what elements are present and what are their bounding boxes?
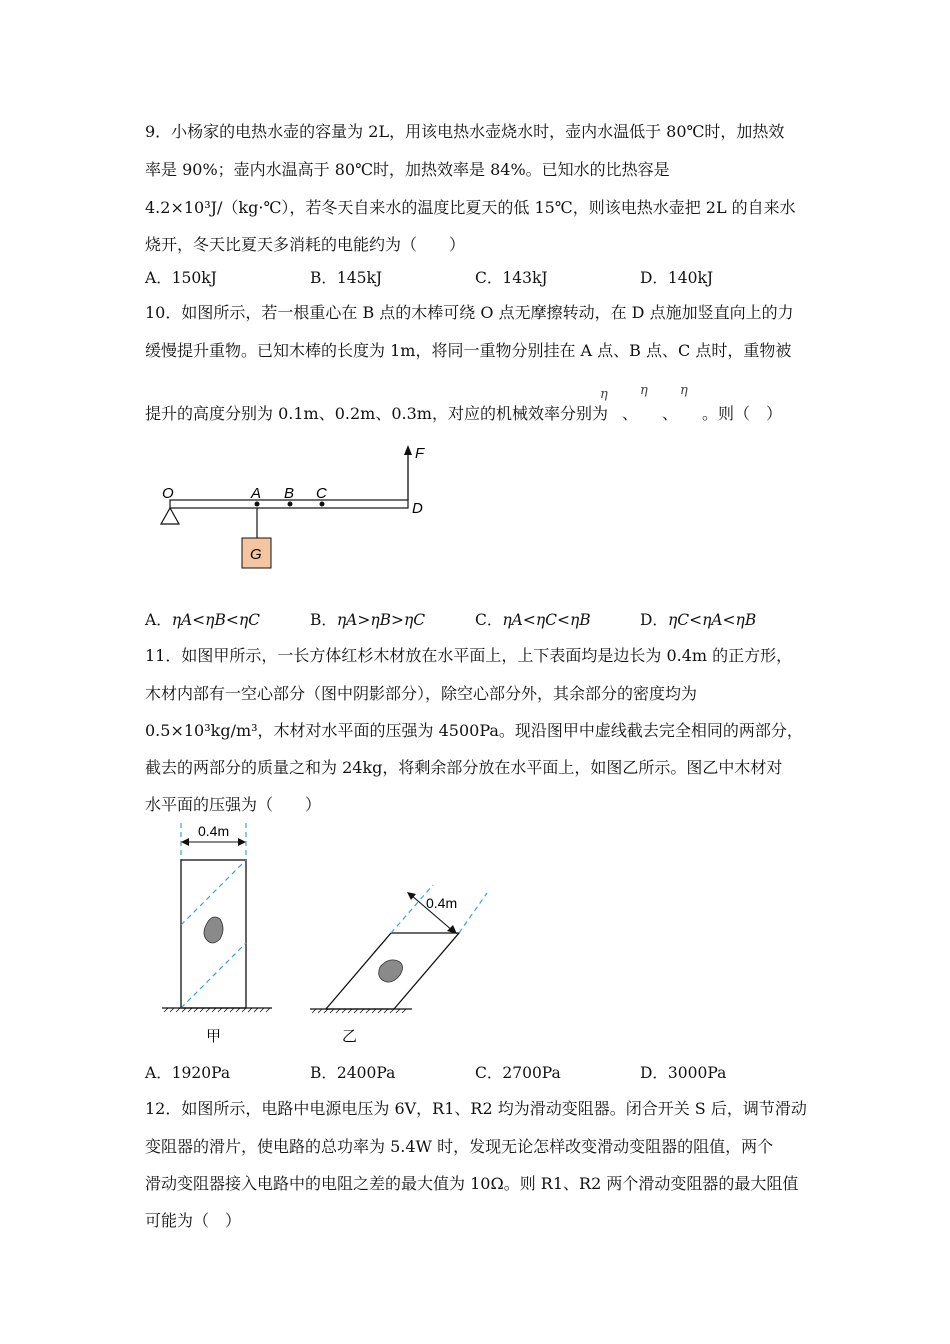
dim-label-yi: 0.4m (426, 895, 458, 911)
q9-option-b: B．145kJ (310, 269, 383, 287)
label-b: B (284, 485, 295, 502)
q11-line-4: 截去的两部分的质量之和为 24kg，将剩余部分放在水平面上，如图乙所示。图乙中木材对 (145, 758, 783, 777)
label-c: C (316, 485, 327, 502)
dim-arrow-left-head (181, 838, 189, 846)
pivot-icon (161, 508, 179, 524)
q10-option-a: A．ηA<ηB<ηC (145, 611, 260, 629)
dim-label-jia: 0.4m (198, 823, 230, 839)
point-c (320, 502, 325, 507)
q9-option-d: D．140kJ (640, 269, 714, 287)
q11-line-5: 水平面的压强为（ ） (145, 795, 322, 814)
q11-line-3: 0.5×10³kg/m³，木材对水平面的压强为 4500Pa。现沿图甲中虚线截去完全相同的两部分， (145, 721, 803, 740)
q10-option-d-text: ηC<ηA<ηB (667, 611, 757, 629)
q10-line-3: 提升的高度分别为 0.1m、0.2m、0.3m，对应的机械效率分别为 (145, 404, 608, 423)
cut-line-top-jia (181, 860, 246, 925)
dim-arrow-right-head (238, 838, 246, 846)
q11-option-d: D．3000Pa (640, 1064, 727, 1082)
q12-line-2: 变阻器的滑片，使电路的总功率为 5.4W 时，发现无论怎样改变滑动变阻器的阻值，两个 (145, 1137, 774, 1156)
q11-line-2: 木材内部有一空心部分（图中阴影部分），除空心部分外，其余部分的密度均为 (145, 684, 698, 703)
q9-option-c: C．143kJ (475, 269, 548, 287)
q10-option-b-text: ηA>ηB>ηC (336, 611, 426, 629)
q10-line-2: 缓慢提升重物。已知木棒的长度为 1m，将同一重物分别挂在 A 点、B 点、C 点时，重物被 (145, 341, 792, 360)
cavity-jia (204, 917, 223, 943)
q12-line-1: 12．如图所示，电路中电源电压为 6V，R1、R2 均为滑动变阻器。闭合开关 S 后，调节滑动 (145, 1099, 807, 1118)
point-a (255, 502, 260, 507)
q10-line-1: 10．如图所示，若一根重心在 B 点的木棒可绕 O 点无摩擦转动，在 D 点施加竖直向上的力 (145, 303, 794, 322)
label-yi: 乙 (342, 1028, 358, 1045)
q9-line-3: 4.2×10³J/（kg·℃），若冬天自来水的温度比夏天的低 15℃，则该电热水壶把 2L 的自来水 (145, 198, 796, 217)
lever-figure (150, 440, 440, 575)
label-a: A (251, 485, 262, 502)
eta-b-symbol: η (640, 383, 648, 398)
point-b (288, 502, 293, 507)
force-arrow-head (404, 445, 412, 455)
q9-option-a: A．150kJ (145, 269, 217, 287)
cut-line-bottom-jia (181, 943, 246, 1008)
eta-c-symbol: η (680, 383, 688, 398)
wood-figure (150, 815, 500, 1050)
eta-a-symbol: η (600, 387, 608, 402)
dim-guide-right-yi (459, 893, 487, 933)
q10-option-c: C．ηA<ηC<ηB (475, 611, 591, 629)
q9-line-1: 9．小杨家的电热水壶的容量为 2L，用该电热水壶烧水时，壶内水温低于 80℃时，加热效 (145, 122, 785, 141)
label-jia: 甲 (206, 1028, 222, 1045)
label-g: G (250, 546, 262, 563)
q9-line-4: 烧开，冬天比夏天多消耗的电能约为（ ） (145, 235, 466, 254)
q11-option-c: C．2700Pa (475, 1064, 561, 1082)
q10-option-d: D．ηC<ηA<ηB (640, 611, 757, 629)
cavity-yi (379, 960, 403, 982)
q11-option-a: A．1920Pa (145, 1064, 231, 1082)
q10-option-a-text: ηA<ηB<ηC (171, 611, 260, 629)
q12-line-4: 可能为（ ） (145, 1211, 242, 1230)
label-d: D (412, 500, 423, 517)
q10-option-c-text: ηA<ηC<ηB (502, 611, 591, 629)
q10-option-b: B．ηA>ηB>ηC (310, 611, 426, 629)
label-f: F (415, 445, 425, 462)
q9-line-2: 率是 90%；壶内水温高于 80℃时，加热效率是 84%。已知水的比热容是 (145, 160, 670, 179)
label-o: O (162, 485, 174, 502)
q11-line-1: 11．如图甲所示，一长方体红杉木材放在水平面上，上下表面均是边长为 0.4m 的正方形， (145, 646, 793, 665)
q12-line-3: 滑动变阻器接入电路中的电阻之差的最大值为 10Ω。则 R1、R2 两个滑动变阻器的最大阻值 (145, 1174, 799, 1193)
q11-option-b: B．2400Pa (310, 1064, 396, 1082)
q10-line-3-tail: 、 、 。则（ ） (622, 404, 783, 423)
